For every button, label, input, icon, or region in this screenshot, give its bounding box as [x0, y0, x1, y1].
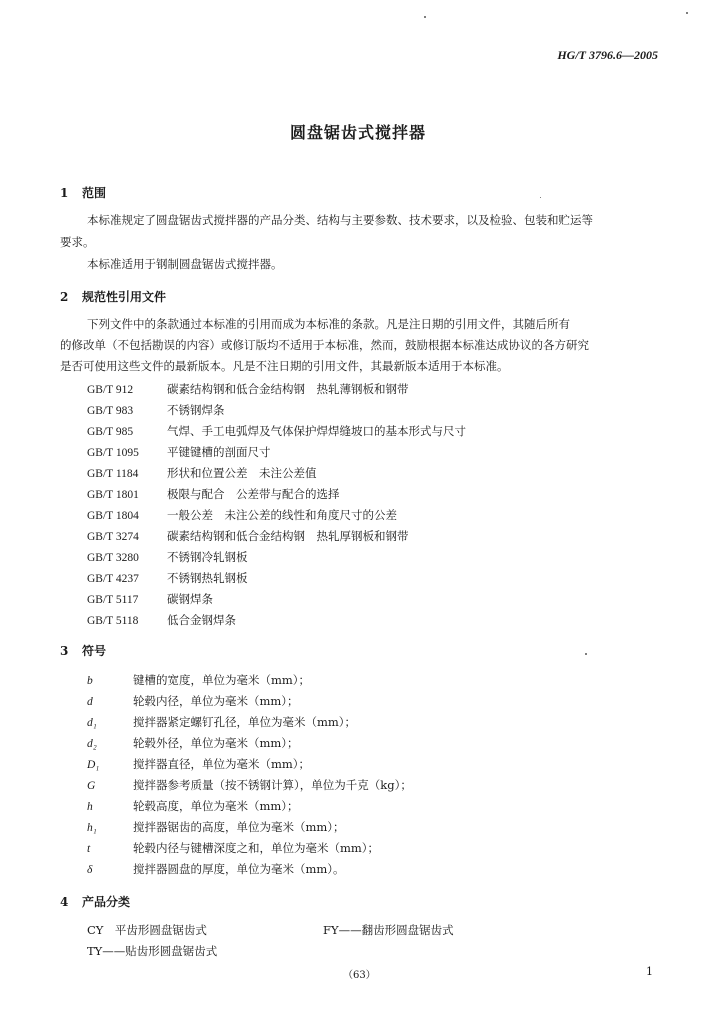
reference-item	[87, 549, 248, 565]
reference-item	[87, 591, 213, 607]
reference-item	[87, 486, 340, 502]
section-title: 范围	[82, 186, 107, 200]
symbol: h₁	[87, 822, 97, 834]
reference-code: GB/T 1095	[87, 447, 139, 459]
reference-code: GB/T 912	[87, 384, 134, 396]
symbol: d₁	[87, 717, 97, 729]
reference-title: 低合金钢焊条	[167, 613, 236, 627]
symbol-desc: 轮毂高度，单位为毫米（mm）；	[133, 799, 299, 813]
reference-title: 平键键槽的剖面尺寸	[167, 445, 271, 459]
reference-item	[87, 465, 317, 481]
symbol-item	[87, 861, 345, 877]
symbol-item	[87, 840, 379, 856]
page-reference: （63）	[343, 970, 376, 981]
reference-title: 不锈钢焊条	[167, 403, 225, 417]
reference-item	[87, 444, 271, 460]
reference-item	[87, 402, 225, 418]
scan-speck	[585, 653, 587, 655]
reference-item	[87, 528, 409, 544]
reference-title: 碳素结构钢和低合金结构钢 热轧厚钢板和钢带	[167, 529, 409, 543]
reference-code: GB/T 1801	[87, 489, 139, 501]
symbol-desc: 轮毂外径，单位为毫米（mm）；	[133, 736, 299, 750]
page-number: 1	[646, 965, 653, 978]
references-intro-line-3: 是否可使用这些文件的最新版本。凡是不注日期的引用文件，其最新版本适用于本标准。	[60, 359, 509, 373]
scope-paragraph-line-2: 要求。	[60, 235, 95, 249]
symbol-desc: 键槽的宽度，单位为毫米（mm）；	[133, 673, 311, 687]
scan-speck	[686, 12, 688, 14]
section-4-heading	[60, 893, 130, 910]
reference-code: GB/T 3274	[87, 531, 139, 543]
section-number: 4	[60, 895, 69, 909]
reference-title: 形状和位置公差 未注公差值	[167, 466, 317, 480]
reference-title: 碳素结构钢和低合金结构钢 热轧薄钢板和钢带	[167, 382, 409, 396]
symbol-item	[87, 777, 412, 793]
reference-title: 不锈钢冷轧钢板	[167, 550, 248, 564]
symbol-desc: 轮毂内径与键槽深度之和，单位为毫米（mm）；	[133, 841, 380, 855]
section-3-heading	[60, 642, 106, 659]
scope-paragraph-2: 本标准适用于钢制圆盘锯齿式搅拌器。	[87, 257, 283, 271]
section-number: 3	[60, 644, 69, 658]
reference-item	[87, 381, 409, 397]
symbol-desc: 搅拌器紧定螺钉孔径，单位为毫米（mm）；	[133, 715, 357, 729]
references-intro-line-2: 的修改单（不包括勘误的内容）或修订版均不适用于本标准，然而，鼓励根据本标准达成协议的各方研究	[60, 338, 589, 352]
section-title: 规范性引用文件	[82, 290, 167, 304]
reference-item	[87, 507, 397, 523]
reference-title: 一般公差 未注公差的线性和角度尺寸的公差	[167, 508, 397, 522]
reference-code: GB/T 4237	[87, 573, 139, 585]
reference-item	[87, 423, 466, 439]
symbol-item	[87, 819, 345, 835]
symbol-item	[87, 756, 310, 772]
symbol: G	[87, 780, 96, 792]
page-title: 圆盘锯齿式搅拌器	[289, 123, 426, 142]
symbol: t	[87, 843, 91, 855]
standard-code: HG/T 3796.6—2005	[557, 48, 658, 62]
symbol-desc: 搅拌器参考质量（按不锈钢计算），单位为千克（kg）；	[133, 778, 412, 792]
reference-item	[87, 570, 248, 586]
reference-code: GB/T 985	[87, 426, 134, 438]
reference-code: GB/T 5117	[87, 594, 139, 606]
reference-title: 极限与配合 公差带与配合的选择	[167, 487, 340, 501]
reference-title: 不锈钢热轧钢板	[167, 571, 248, 585]
section-number: 1	[60, 186, 69, 200]
reference-code: GB/T 983	[87, 405, 134, 417]
symbol-item	[87, 735, 299, 751]
reference-item	[87, 612, 236, 628]
symbol-desc: 搅拌器圆盘的厚度，单位为毫米（mm）。	[133, 862, 345, 876]
reference-title: 气焊、手工电弧焊及气体保护焊焊缝坡口的基本形式与尺寸	[167, 424, 466, 438]
symbol: d	[87, 696, 93, 708]
symbol-item	[87, 672, 310, 688]
symbol-item	[87, 798, 299, 814]
classification-item-fy: FY——翻齿形圆盘锯齿式	[323, 923, 454, 937]
section-number: 2	[60, 290, 69, 304]
symbol: b	[87, 675, 93, 687]
symbol: h	[87, 801, 93, 813]
section-1-heading	[60, 184, 106, 201]
scan-speck	[540, 197, 541, 198]
reference-code: GB/T 5118	[87, 615, 139, 627]
symbol-desc: 搅拌器直径，单位为毫米（mm）；	[133, 757, 311, 771]
symbol-desc: 搅拌器锯齿的高度，单位为毫米（mm）；	[133, 820, 345, 834]
classification-item-cy: CY 平齿形圆盘锯齿式	[87, 923, 207, 937]
reference-code: GB/T 3280	[87, 552, 139, 564]
section-title: 符号	[82, 644, 107, 658]
reference-code: GB/T 1184	[87, 468, 139, 480]
section-title: 产品分类	[82, 895, 131, 909]
reference-code: GB/T 1804	[87, 510, 139, 522]
symbol-desc: 轮毂内径，单位为毫米（mm）；	[133, 694, 299, 708]
symbol: D₁	[87, 759, 100, 771]
scan-speck	[424, 16, 426, 18]
symbol: δ	[87, 864, 93, 876]
section-2-heading	[60, 288, 166, 305]
classification-item-ty: TY——贴齿形圆盘锯齿式	[87, 944, 218, 958]
symbol-item	[87, 693, 299, 709]
symbol: d₂	[87, 738, 97, 750]
references-intro-line-1: 下列文件中的条款通过本标准的引用而成为本标准的条款。凡是注日期的引用文件，其随后所有	[87, 317, 570, 331]
symbol-item	[87, 714, 356, 730]
scope-paragraph-line-1: 本标准规定了圆盘锯齿式搅拌器的产品分类、结构与主要参数、技术要求，以及检验、包装和贮运等	[87, 213, 593, 227]
reference-title: 碳钢焊条	[167, 592, 213, 606]
